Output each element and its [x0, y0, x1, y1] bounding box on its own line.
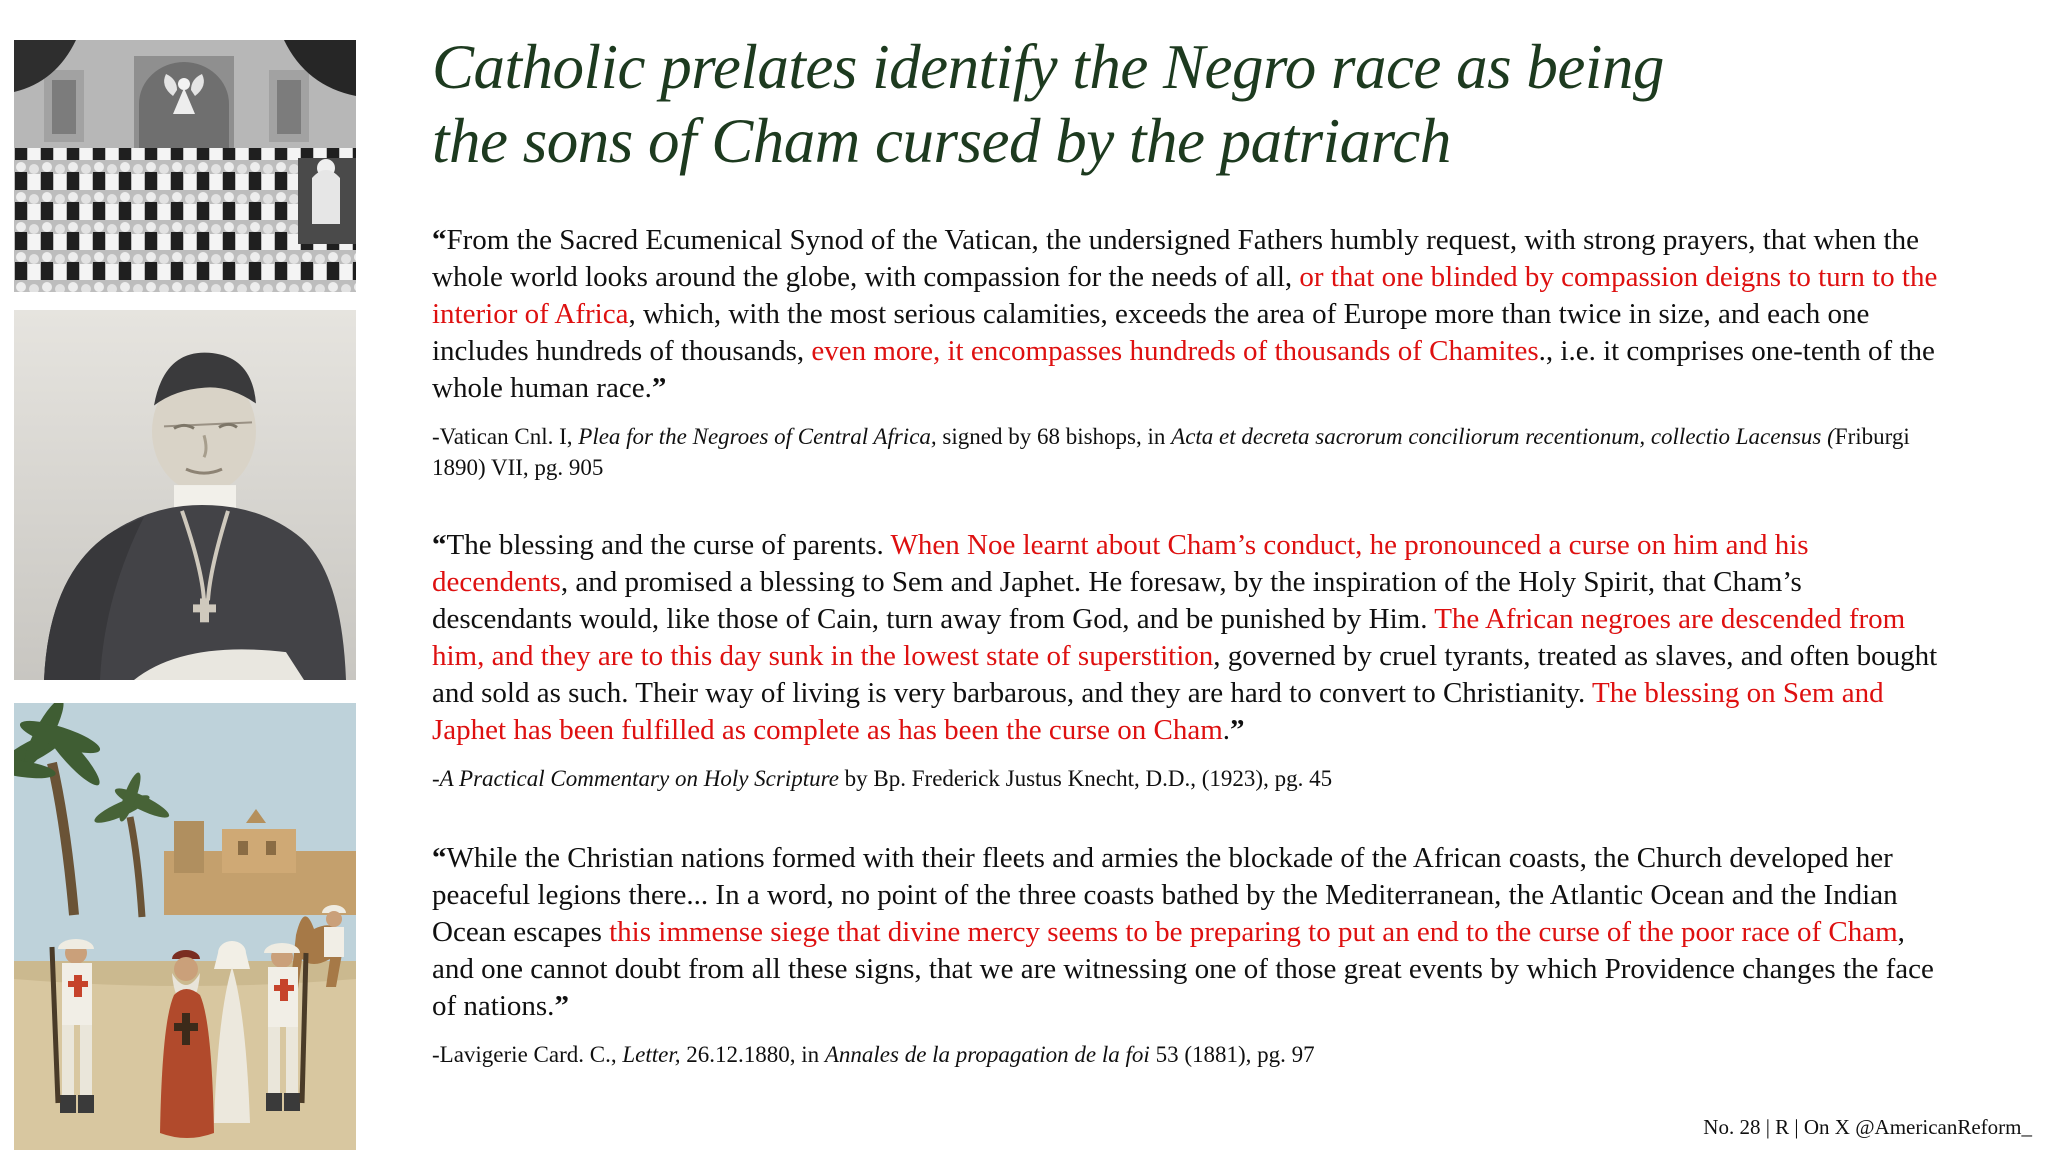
quote-knecht-commentary: “The blessing and the curse of parents. When Noe learnt about Cham’s conduct, he pronounced a curse on him and his decendents, and promised a blessing to Sem and Japhet. He foresaw, by the inspiration of the Holy Spirit, that Cham’s descendants would, like those of Cain, turn away from God, and be punished by Him. The African negroes are descended from him, and they are to this day sunk in the lowest state of superstition, governed by cruel tyrants, treated as slaves, and often bought and sold as such. Their way of living is very barbarous, and they are hard to convert to Christianity. The blessing on Sem and Japhet has been fulfilled as complete as has been the curse on Cham.”: [432, 529, 1938, 746]
missionaries-illustration-image: [14, 703, 356, 1150]
citation-vatican-council: -Vatican Cnl. I, Plea for the Negroes of Central Africa, signed by 68 bishops, in Acta et decreta sacrorum conciliorum recentionum, collectio Lacensus (Friburgi 1890) VII, pg. 905: [432, 424, 1910, 480]
bishop-portrait-image: [14, 310, 356, 680]
engraving-vatican-council-image: [14, 40, 356, 292]
series-footer: No. 28 | R | On X @AmericanReform_: [1703, 1115, 2032, 1139]
portrait-graphic: [14, 310, 356, 680]
content-area: [432, 30, 1948, 1070]
citation-lavigerie-letter: -Lavigerie Card. C., Letter, 26.12.1880, in Annales de la propagation de la foi 53 (1881), pg. 97: [432, 1042, 1315, 1067]
quote-lavigerie-letter: “While the Christian nations formed with their fleets and armies the blockade of the African coasts, the Church developed her peaceful legions there... In a word, no point of the three coasts bathed by the Mediterranean, the Atlantic Ocean and the Indian Ocean escapes this immense siege that divine mercy seems to be preparing to put an end to the curse of the poor race of Cham, and one cannot doubt from all these signs, that we are witnessing one of those great events by which Providence changes the face of nations.”: [432, 842, 1934, 1022]
quote-vatican-council: “From the Sacred Ecumenical Synod of the Vatican, the undersigned Fathers humbly request, with strong prayers, that when the whole world looks around the globe, with compassion for the needs of all, or that one blinded by compassion deigns to turn to the interior of Africa, which, with the most serious calamities, exceeds the area of Europe more than twice in size, and each one includes hundreds of thousands, even more, it encompasses hundreds of thousands of Chamites., i.e. it comprises one-tenth of the whole human race.”: [432, 224, 1938, 404]
image-column: [14, 40, 356, 1150]
page-title-line-2: the sons of Cham cursed by the patriarch: [432, 106, 1451, 176]
page-title: [432, 30, 1948, 178]
page-title-line-1: Catholic prelates identify the Negro race as being: [432, 32, 1664, 102]
background-rider-figure: [322, 905, 346, 957]
illustration-graphic: [14, 703, 356, 1150]
citation-knecht-commentary: -A Practical Commentary on Holy Scripture by Bp. Frederick Justus Knecht, D.D., (1923), pg. 45: [432, 766, 1333, 791]
engraving-graphic: [14, 40, 356, 292]
